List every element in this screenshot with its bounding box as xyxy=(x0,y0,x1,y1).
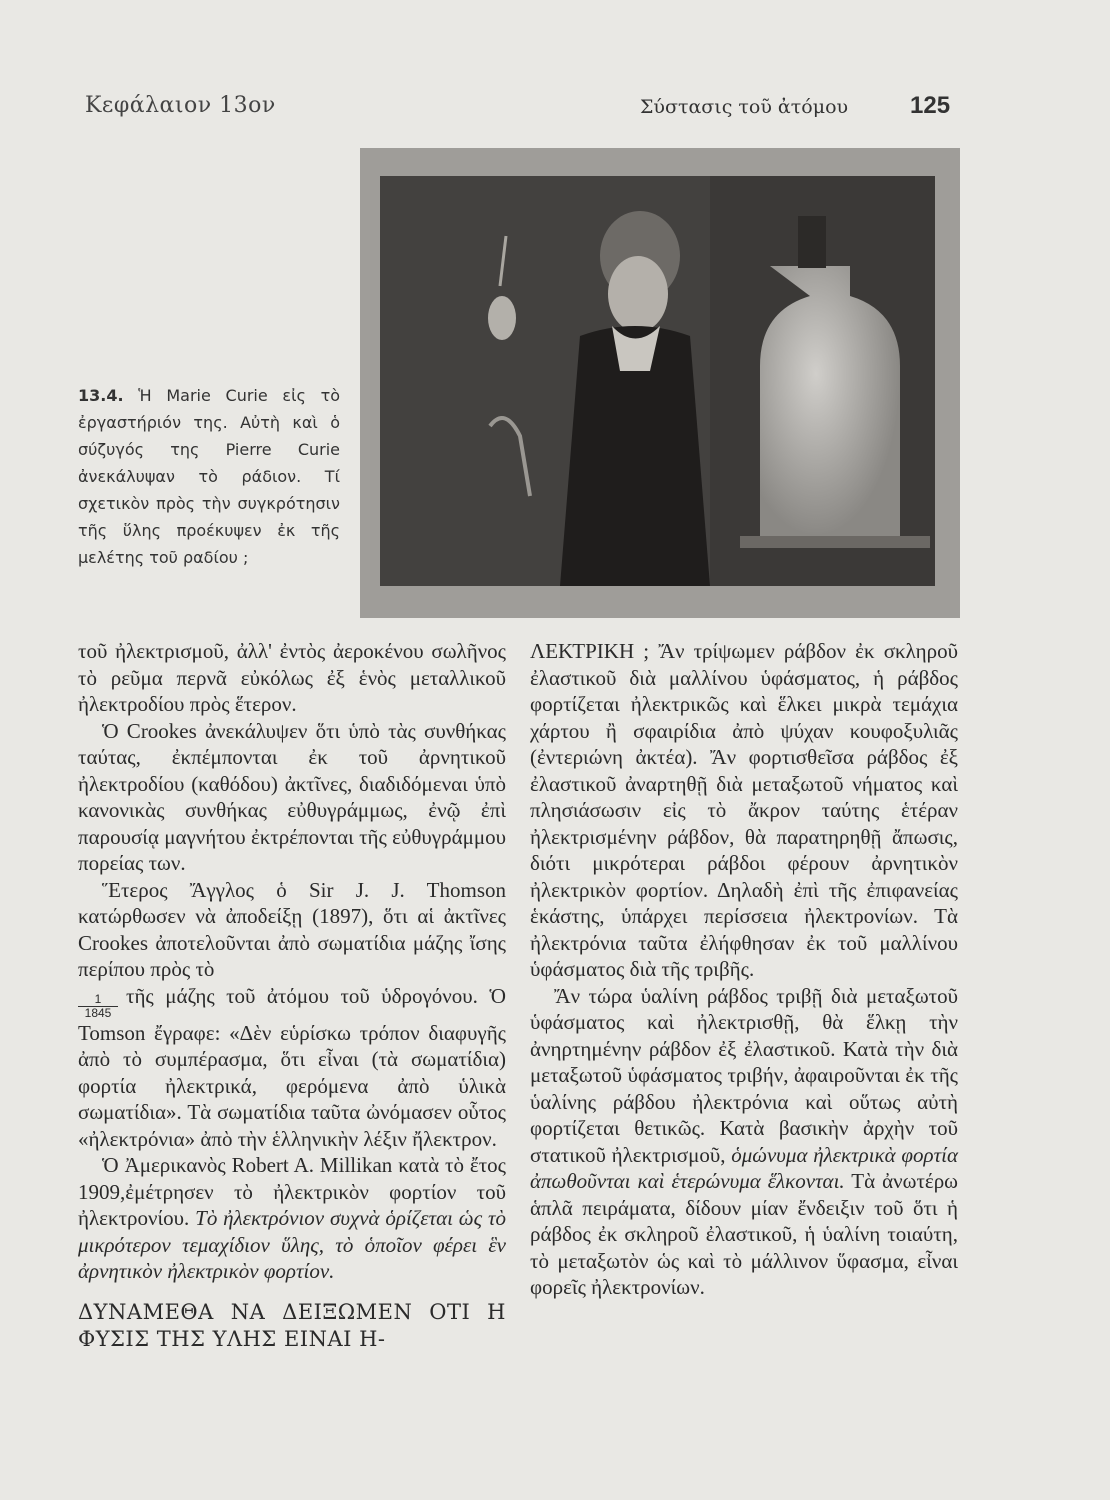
right-paragraph-2-text: Ἄν τώρα ὑαλίνη ράβδος τριβῇ διὰ μεταξωτοῦ ὑφάσματος καὶ ἠλεκτρισθῇ, θὰ ἕλκῃ τὴν ἀνηρτημένην ράβδον ἐξ ἐλαστικοῦ. Κατὰ τὴν διὰ μεταξωτοῦ ὑφάσματος τριβήν, ἀφαιροῦνται ἐκ τῆς ὑαλίνης ράβδου ἠλεκτρόνια καὶ οὕτως αὐτὴ φορτίζεται θετικῶς. Κατὰ βασικὴν ἀρχὴν τοῦ στατικοῦ ἠλεκτρισμοῦ, xyxy=(530,983,958,1167)
left-paragraph-3b xyxy=(78,983,506,1153)
left-paragraph-4 xyxy=(78,1152,506,1285)
fraction xyxy=(78,993,118,1020)
electron-definition: Τὸ ἠλεκτρόνιον συχνὰ ὁρίζεται ὡς τὸ μικρότερον τεμαχίδιον ὕλης, τὸ ὁποῖον φέρει ἓν ἀρνητικὸν ἠλεκτρικὸν φορτίον. xyxy=(78,1206,507,1283)
right-column xyxy=(530,638,958,1301)
left-column xyxy=(78,638,506,1353)
right-paragraph-2 xyxy=(530,983,958,1301)
left-paragraph-4-text: Ὁ Ἀμερικανὸς Robert A. Millikan κατὰ τὸ ἔτος 1909,ἐμέτρησεν τὸ ἠλεκτρικὸν φορτίον τοῦ ἠλεκτρονίου. xyxy=(78,1153,506,1230)
section-heading: ΔΥΝΑΜΕΘΑ ΝΑ ΔΕΙΞΩΜΕΝ ΟΤΙ Η ΦΥΣΙΣ ΤΗΣ ΥΛΗΣ ΕΙΝΑΙ Η- xyxy=(78,1299,506,1351)
figure-caption-text: Ἡ Marie Curie εἰς τὸ ἐργαστήριόν της. Αὐτὴ καὶ ὁ σύζυγός της Pierre Curie ἀνεκάλυψαν τὸ ράδιον. Τί σχετικὸν πρὸς τὴν συγκρότησιν τῆς ὕλης προέκυψεν ἐκ τῆς μελέτης τοῦ ραδίου ; xyxy=(78,386,340,567)
left-paragraph-3b-text: τῆς μάζης τοῦ ἀτόμου τοῦ ὑδρογόνου. Ὁ Tomson ἔγραφε: «Δὲν εὑρίσκω τρόπον διαφυγῆς ἀπὸ τὸ συμπέρασμα, ὅτι εἶναι (τὰ σωματίδια) φορτία ἠλεκτρικά, φερόμενα ἀπὸ ὑλικὰ σωματίδια». Τὰ σωματίδια ταῦτα ὠνόμασεν οὗτος «ἠλεκτρόνια» ἀπὸ τὴν ἑλληνικὴν λέξιν ἤλεκτρον. xyxy=(78,983,506,1151)
photo-frame xyxy=(360,148,960,618)
chapter-header: Κεφάλαιον 13ον xyxy=(85,93,276,118)
fraction-denominator: 1845 xyxy=(84,1005,112,1020)
left-paragraph-3a: Ἕτερος Ἄγγλος ὁ Sir J. J. Thomson κατώρθωσεν νὰ ἀποδείξῃ (1897), ὅτι αἱ ἀκτῖνες Crookes ἀποτελοῦνται ἀπὸ σωματίδια μάζης ἴσης περίπου πρὸς τὸ xyxy=(78,877,506,981)
page-number: 125 xyxy=(910,92,951,119)
section-header: Σύστασις τοῦ ἀτόμου xyxy=(640,96,849,118)
figure-caption xyxy=(78,382,340,571)
right-paragraph-1: ΛΕΚΤΡΙΚΗ ; Ἄν τρίψωμεν ράβδον ἐκ σκληροῦ ἐλαστικοῦ διὰ μαλλίνου ὑφάσματος, ἡ ράβδος φορτίζεται ἠλεκτρικῶς καὶ ἕλκει μικρὰ τεμάχια χάρτου ἢ σφαιρίδια ἀπὸ ψύχαν κουφοξυλιᾶς (ἐντεριώνη ἀκτέα). Ἄν φορτισθεῖσα ράβδος ἐξ ἐλαστικοῦ ἀναρτηθῇ διὰ μεταξωτοῦ νήματος καὶ πλησιάσωσιν εἰς τὸ ἄκρον ταύτης ἑτέραν ἠλεκτρισμένην ράβδον, θὰ παρατηρηθῇ ἄπωσις, διότι μικρότεραι ράβδοι φέρουν ἀρνητικὸν ἠλεκτρικὸν φορτίον. Δηλαδὴ ἐπὶ τῆς ἐπιφανείας ἑκάστης, ὑπάρχει περίσσεια ἠλεκτρονίων. Τὰ ἠλεκτρόνια ταῦτα ἐλήφθησαν ἐκ τοῦ μαλλίνου ὑφάσματος διὰ τῆς τριβῆς. xyxy=(530,639,958,981)
charge-rule: ὁμώνυμα ἠλεκτρικὰ φορτία ἀπωθοῦνται καὶ ἑτερώνυμα ἕλκονται. xyxy=(530,1142,958,1193)
right-paragraph-2-end: Τὰ ἀνωτέρω ἁπλᾶ πειράματα, δίδουν μίαν ἔνδειξιν τοῦ ὅτι ἡ ράβδος ἐκ σκληροῦ ἐλαστικοῦ, ἡ ὑαλίνη τοιαύτη, τὸ μεταξωτὸν ὡς καὶ τὸ μάλλινον ὕφασμα, εἶναι φορεῖς ἠλεκτρονίων. xyxy=(530,1169,959,1299)
fraction-numerator: 1 xyxy=(78,993,118,1007)
left-paragraph-1: τοῦ ἠλεκτρισμοῦ, ἀλλ' ἐντὸς ἀεροκένου σωλῆνος τὸ ρεῦμα περνᾶ εὐκόλως ἐξ ἑνὸς μεταλλικοῦ ἠλεκτροδίου πρὸς ἕτερον. xyxy=(78,639,506,716)
marie-curie-photo xyxy=(380,176,935,586)
photo-illustration xyxy=(380,176,935,586)
left-paragraph-2: Ὁ Crookes ἀνεκάλυψεν ὅτι ὑπὸ τὰς συνθήκας ταύτας, ἐκπέμπονται ἐκ τοῦ ἀρνητικοῦ ἠλεκτροδίου (καθόδου) ἀκτῖνες, διαδιδόμεναι ὑπὸ κανονικὰς συνθήκας εὐθυγράμμως, ἐνῷ ἐπὶ παρουσίᾳ μαγνήτου ἐκτρέπονται τῆς εὐθυγράμμου πορείας των. xyxy=(78,718,506,875)
figure-label: 13.4. xyxy=(78,386,124,405)
